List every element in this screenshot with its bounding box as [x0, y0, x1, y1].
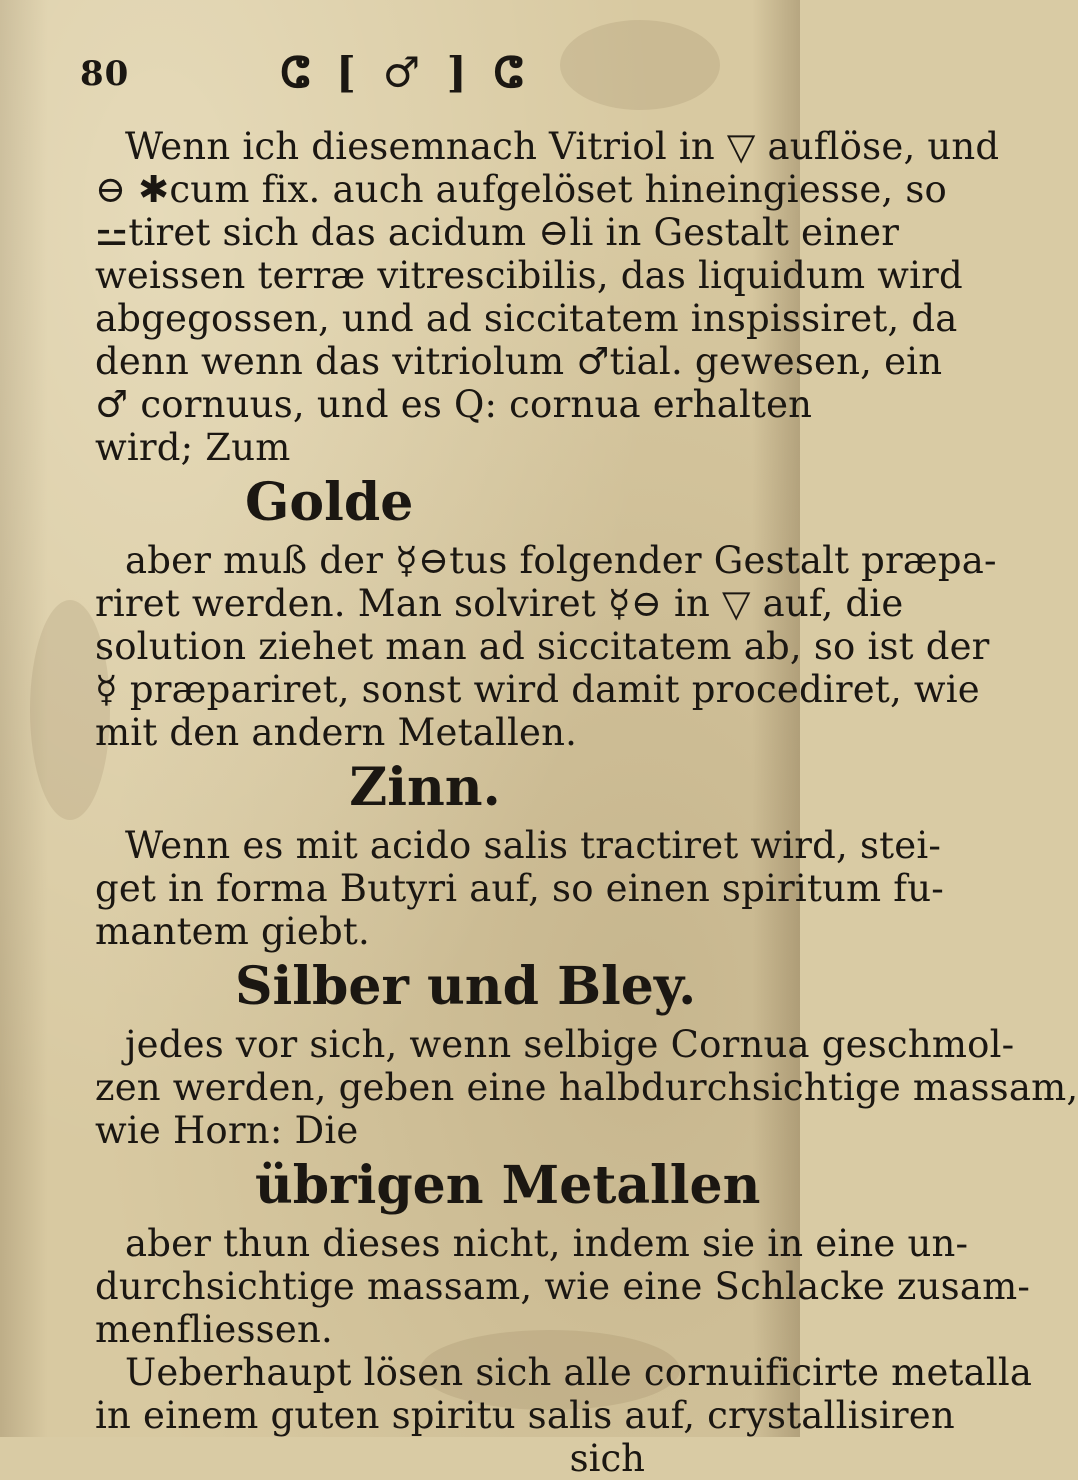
text-line: get in forma Butyri auf, so einen spiritum fu-: [95, 867, 944, 910]
main-text: [95, 125, 1078, 1480]
section-heading-uebrige-metallen: übrigen Metallen: [255, 1155, 761, 1216]
text-line: durchsichtige massam, wie eine Schlacke zusam-: [95, 1265, 1031, 1308]
text-line: in einem guten spiritu salis auf, crystallisiren: [95, 1394, 955, 1437]
text-line: riret werden. Man solviret ☿⊖ in ▽ auf, die: [95, 582, 904, 625]
text-line: wird; Zum: [95, 426, 291, 469]
catchword: sich: [569, 1437, 645, 1480]
text-line: weissen terræ vitrescibilis, das liquidum wird: [95, 254, 963, 297]
text-line: denn wenn das vitriolum ♂tial. gewesen, ein: [95, 340, 943, 383]
text-line: ⚍tiret sich das acidum ⊖li in Gestalt einer: [95, 211, 900, 254]
text-line: Ueberhaupt lösen sich alle cornuificirte metalla: [125, 1351, 1033, 1394]
text-line: abgegossen, und ad siccitatem inspissiret, da: [95, 297, 958, 340]
section-heading-zinn: Zinn.: [349, 757, 501, 818]
text-line: aber thun dieses nicht, indem sie in eine un-: [125, 1222, 969, 1265]
text-line: ⊖ ✱cum fix. auch aufgelöset hineingiesse, so: [95, 168, 947, 211]
text-line: menfliessen.: [95, 1308, 333, 1351]
page-header: [70, 40, 630, 110]
text-line: Wenn ich diesemnach Vitriol in ▽ auflöse, und: [125, 125, 1000, 168]
text-line: jedes vor sich, wenn selbige Cornua geschmol-: [125, 1023, 1015, 1066]
text-line: mantem giebt.: [95, 910, 370, 953]
text-line: zen werden, geben eine halbdurchsichtige massam,: [95, 1066, 1078, 1109]
text-line: Wenn es mit acido salis tractiret wird, stei-: [125, 824, 942, 867]
header-symbols: ⵛ [ ♂ ] ⵛ: [280, 48, 529, 97]
text-line: ☿ præpariret, sonst wird damit procediret, wie: [95, 668, 980, 711]
page-number: 80: [80, 54, 130, 94]
text-line: aber muß der ☿⊖tus folgender Gestalt præpa-: [125, 539, 997, 582]
text-line: solution ziehet man ad siccitatem ab, so ist der: [95, 625, 990, 668]
text-line: ♂ cornuus, und es Q: cornua erhalten: [95, 383, 813, 426]
section-heading-silber-bley: Silber und Bley.: [235, 956, 697, 1017]
text-line: mit den andern Metallen.: [95, 711, 578, 754]
section-heading-gold: Golde: [245, 472, 414, 533]
text-line: wie Horn: Die: [95, 1109, 359, 1152]
